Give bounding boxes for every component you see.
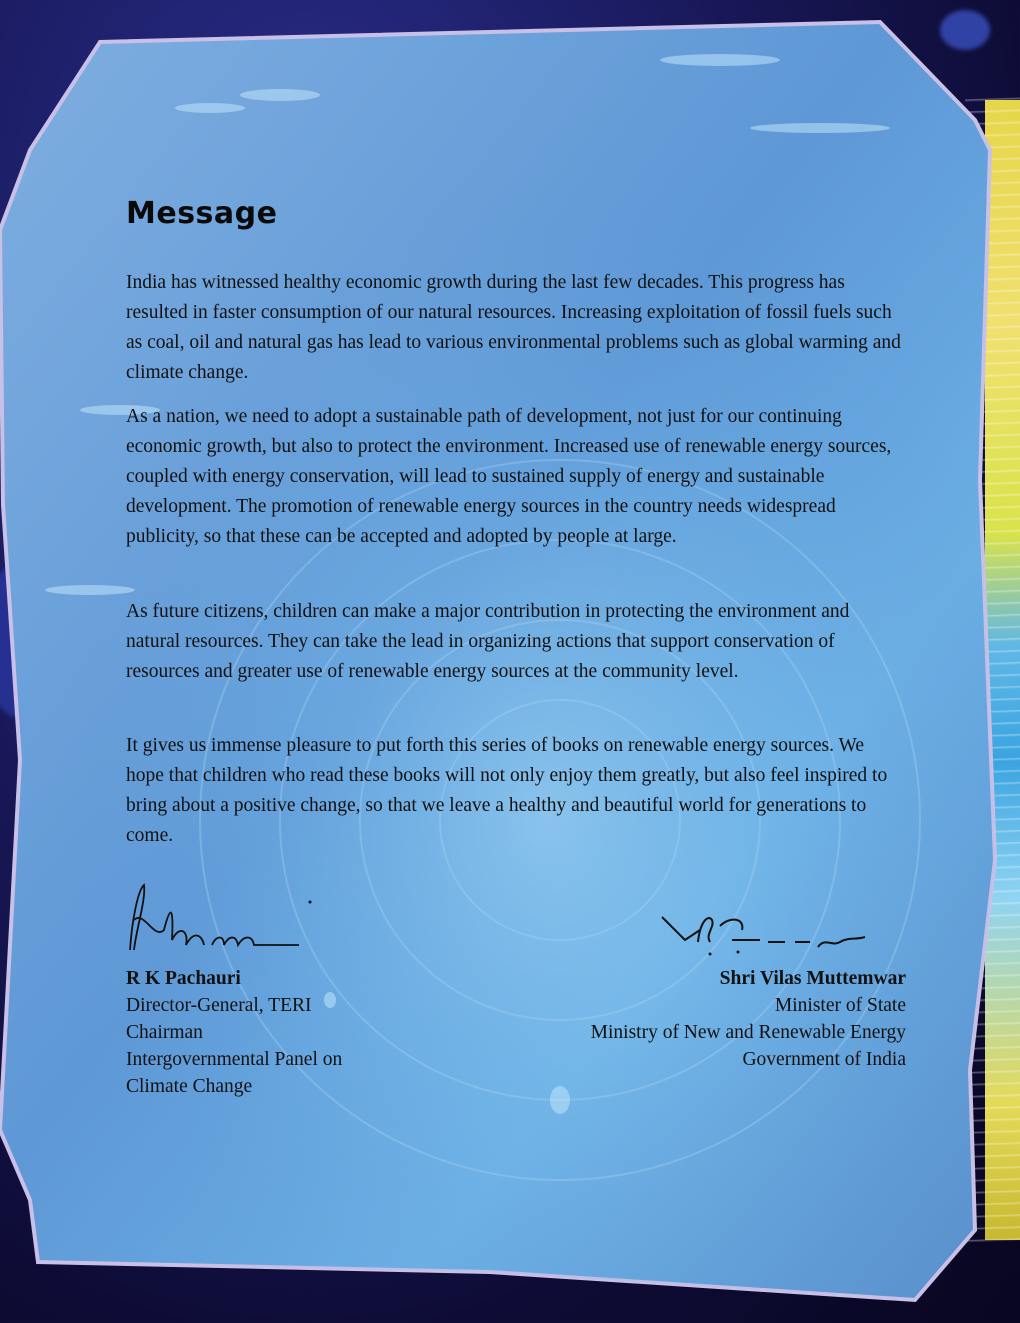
signatory-title-line: Ministry of New and Renewable Energy <box>590 1022 906 1043</box>
signature-muttemwar <box>660 912 910 962</box>
signatory-title-line: Director-General, TERI <box>126 995 312 1016</box>
signatory-title-line: Intergovernmental Panel on <box>126 1049 343 1070</box>
signatory-title-line: Chairman <box>126 1022 203 1043</box>
signatory-title-line: Climate Change <box>126 1076 253 1097</box>
paragraph-4: It gives us immense pleasure to put forth this series of books on renewable energy sources. We hope that children who read these books will not only enjoy them greatly, but also feel inspired to bring about a positive change, so that we leave a healthy and beautiful world for generations to come. <box>126 735 888 846</box>
signatory-block-right <box>591 965 906 1073</box>
paragraph-3: As future citizens, children can make a major contribution in protecting the environment and natural resources. They can take the lead in organizing actions that support conservation of resources and greater use of renewable energy sources at the community level. <box>126 601 850 682</box>
signatory-name: R K Pachauri <box>126 968 241 989</box>
paragraph-2: As a nation, we need to adopt a sustainable path of development, not just for our continuing economic growth, but also to protect the environment. Increased use of renewable energy sources, coupled with energy conservation, will lead to sustained supply of energy and sustainable development. The promotion of renewable energy sources in the country needs widespread publicity, so that these can be accepted and adopted by people at large. <box>126 406 892 547</box>
signature-pachauri <box>124 880 314 960</box>
signatory-block-left <box>126 965 342 1100</box>
signatory-name: Shri Vilas Muttemwar <box>719 968 906 989</box>
page-title: Message <box>126 196 278 231</box>
paragraph-1: India has witnessed healthy economic growth during the last few decades. This progress has resulted in faster consumption of our natural resources. Increasing exploitation of fossil fuels such as coal, oil and natural gas has lead to various environmental problems such as global warming and climate change. <box>126 272 901 383</box>
signatory-title-line: Minister of State <box>774 995 906 1016</box>
signatory-title-line: Government of India <box>742 1049 906 1070</box>
